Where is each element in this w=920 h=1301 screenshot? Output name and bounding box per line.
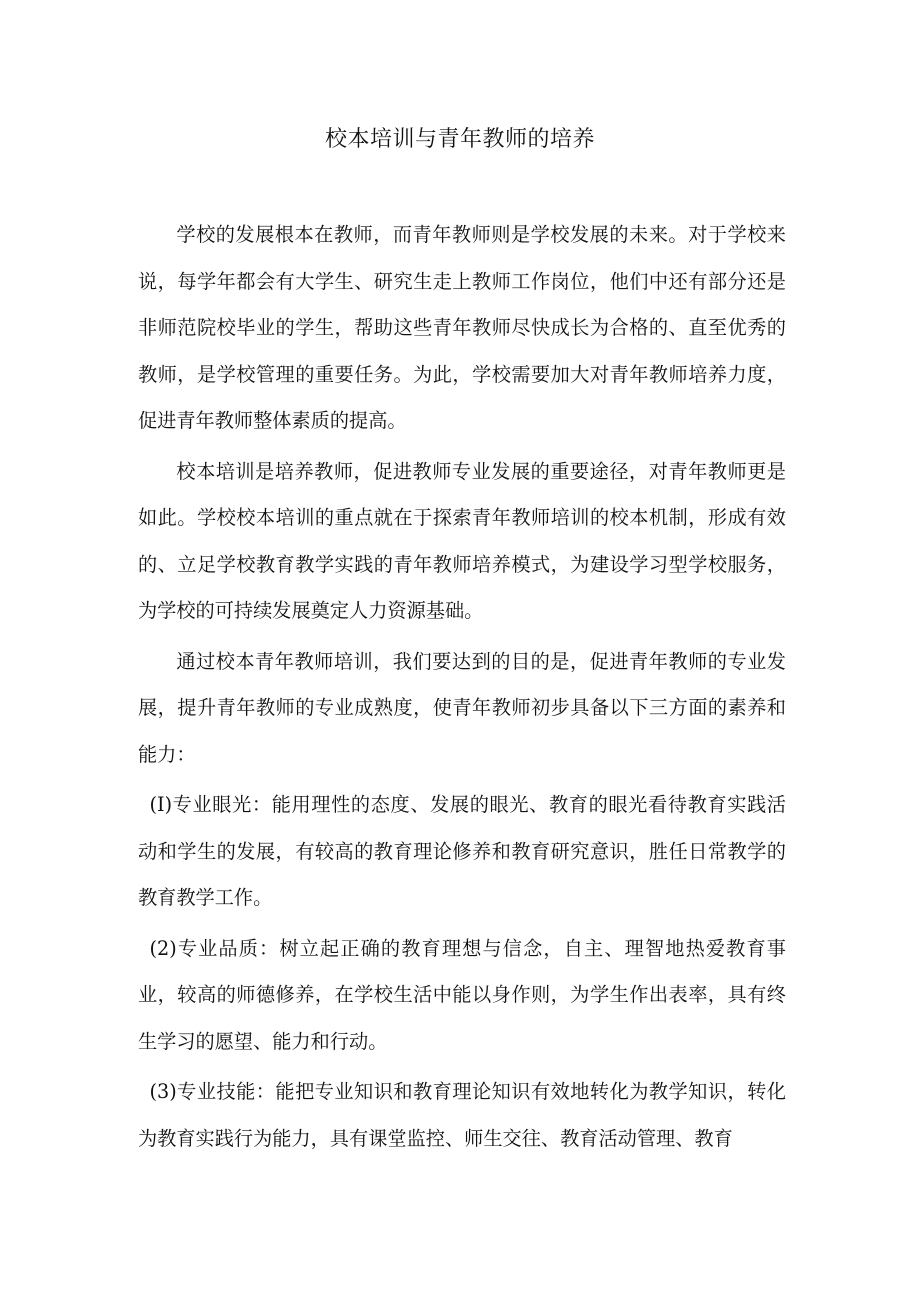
document-title: 校本培训与青年教师的培养 bbox=[324, 127, 595, 152]
list-item-professional-vision: (I)专业眼光：能用理性的态度、发展的眼光、教育的眼光看待教育实践活动和学生的发展，有较高的教育理论修养和教育研究意识，胜任日常教学的教育教学工作。 bbox=[138, 793, 786, 909]
list-item-professional-skills: (3)专业技能：能把专业知识和教育理论知识有效地转化为教学知识，转化为教育实践行为能力，具有课堂监控、师生交往、教育活动管理、教育 bbox=[138, 1080, 786, 1150]
paragraph-training-goals: 通过校本青年教师培训，我们要达到的目的是，促进青年教师的专业发展，提升青年教师的专业成熟度，使青年教师初步具备以下三方面的素养和能力： bbox=[138, 649, 786, 766]
list-item-professional-quality: (2)专业品质：树立起正确的教育理想与信念，自主、理智地热爱教育事业，较高的师德修养，在学校生活中能以身作则，为学生作出表率，具有终生学习的愿望、能力和行动。 bbox=[138, 936, 786, 1053]
document-body bbox=[138, 212, 786, 1166]
paragraph-school-training: 校本培训是培养教师，促进教师专业发展的重要途径，对青年教师更是如此。学校校本培训的重点就在于探索青年教师培训的校本机制，形成有效的、立足学校教育教学实践的青年教师培养模式，为建设学习型学校服务，为学校的可持续发展奠定人力资源基础。 bbox=[138, 459, 786, 622]
paragraph-intro: 学校的发展根本在教师，而青年教师则是学校发展的未来。对于学校来说，每学年都会有大学生、研究生走上教师工作岗位，他们中还有部分还是非师范院校毕业的学生，帮助这些青年教师尽快成长为合格的、直至优秀的教师，是学校管理的重要任务。为此，学校需要加大对青年教师培养力度，促进青年教师整体素质的提高。 bbox=[138, 223, 786, 432]
